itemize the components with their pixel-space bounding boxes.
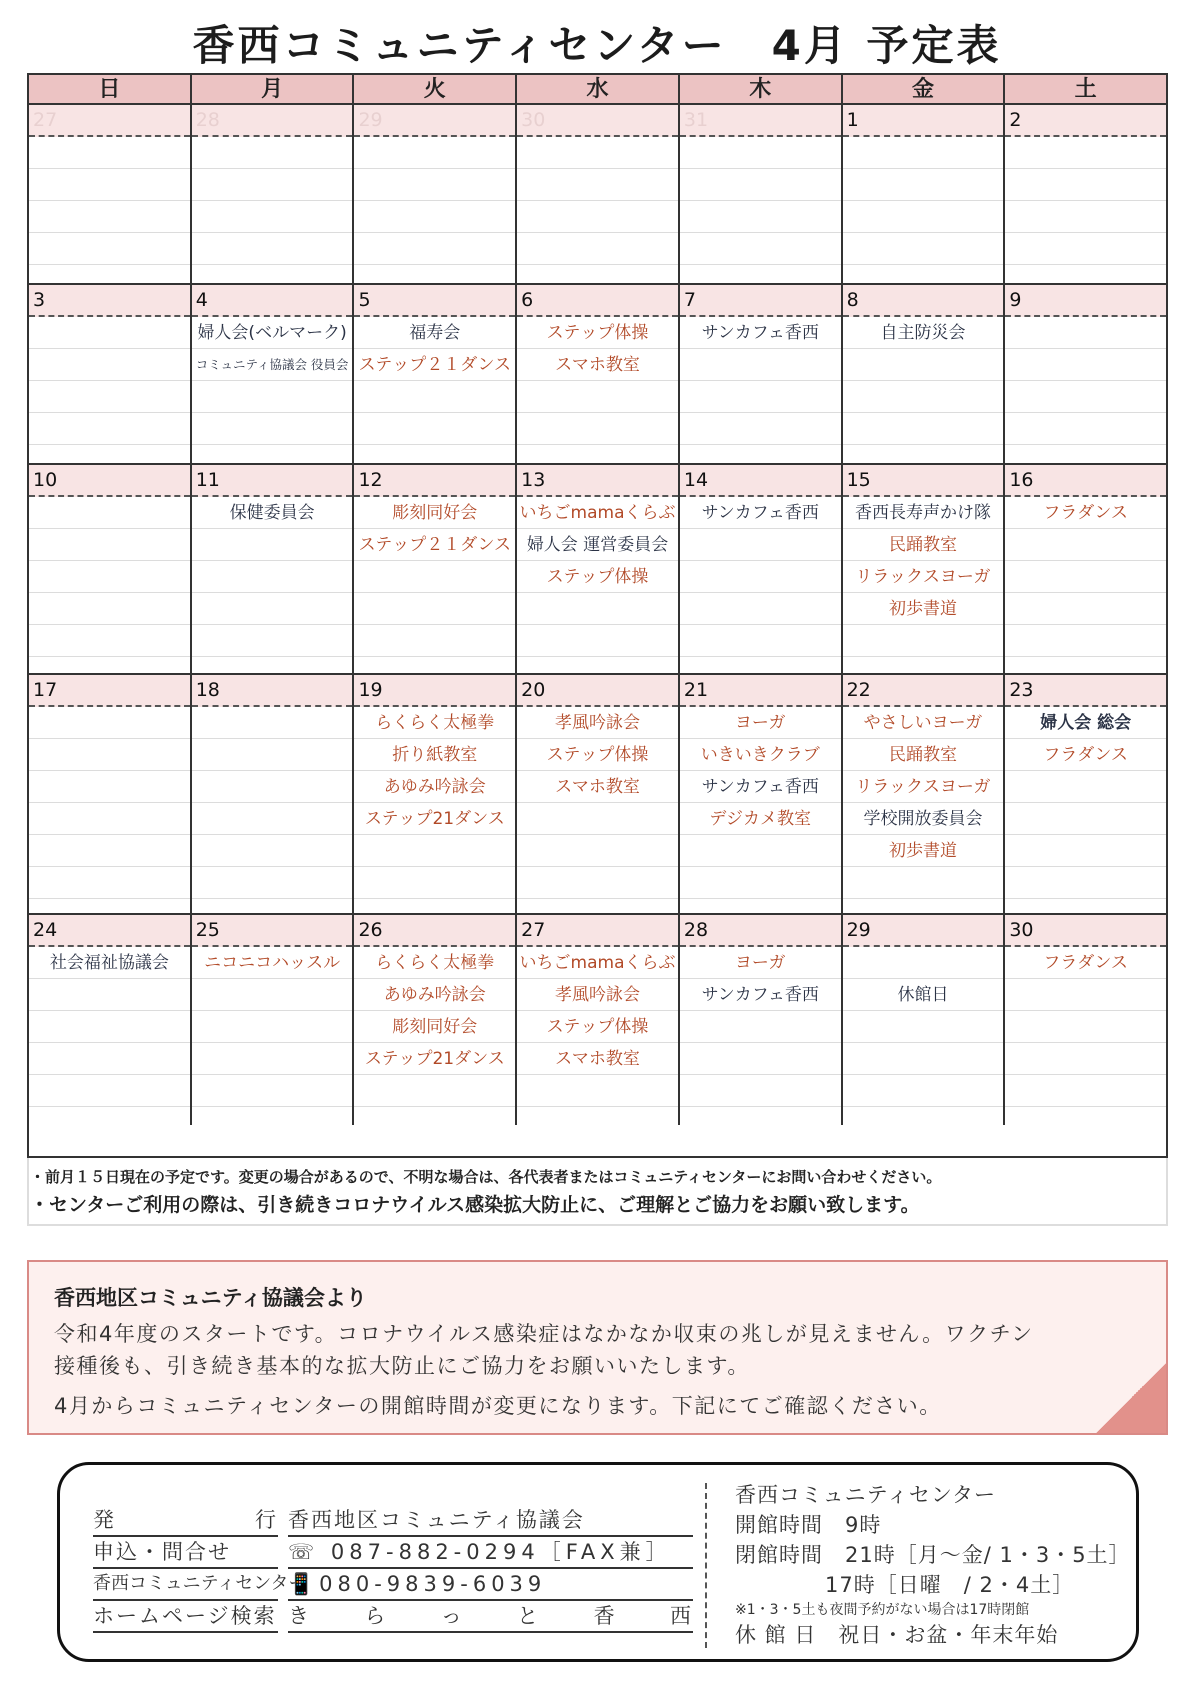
event-item: 婦人会 運営委員会 (526, 535, 669, 555)
day-number: 30 (517, 105, 678, 137)
homepage-char: っ (440, 1604, 464, 1628)
day-events (843, 317, 1004, 349)
event-item: 民踊教室 (888, 745, 957, 765)
day-number: 22 (843, 675, 1004, 707)
event-item: 休館日 (897, 985, 949, 1005)
day-number: 2 (1005, 105, 1166, 137)
calendar-day-mon (192, 285, 355, 463)
weeks-container (29, 105, 1166, 1125)
homepage-row (93, 1601, 693, 1633)
event-item: スマホ教室 (555, 1049, 640, 1069)
day-events (354, 707, 515, 835)
calendar-day-tue (354, 105, 517, 283)
day-number: 1 (843, 105, 1004, 137)
weekday-fri: 金 (843, 75, 1006, 103)
day-number: 29 (843, 915, 1004, 947)
day-number: 4 (192, 285, 353, 317)
center-row (93, 1569, 693, 1601)
event-item: 孝風吟詠会 (555, 713, 641, 733)
calendar-day-wed (517, 285, 680, 463)
day-number: 24 (29, 915, 190, 947)
day-number: 18 (192, 675, 353, 707)
event-item: ヨーガ (734, 953, 786, 973)
contact-phone[interactable]: ☏ 087-882-0294［FAX兼］ (288, 1537, 693, 1569)
day-events (680, 947, 841, 1011)
event-item: 初歩書道 (888, 599, 957, 619)
calendar-day-thu (680, 285, 843, 463)
event-item: らくらく太極拳 (375, 953, 495, 973)
day-number: 27 (517, 915, 678, 947)
event-item: ヨーガ (734, 713, 786, 733)
day-number: 21 (680, 675, 841, 707)
announcement-title: 香西地区コミュニティ協議会より (54, 1286, 367, 1310)
weekday-wed: 水 (517, 75, 680, 103)
day-number: 8 (843, 285, 1004, 317)
day-events (517, 947, 678, 1075)
event-item: 彫刻同好会 (392, 503, 478, 523)
footer-box (57, 1462, 1139, 1662)
calendar-week (29, 465, 1166, 675)
event-item: フラダンス (1043, 953, 1128, 973)
calendar-day-sat (1005, 465, 1166, 673)
calendar-day-fri (843, 675, 1006, 913)
calendar-day-wed (517, 465, 680, 673)
publisher-row (93, 1505, 693, 1537)
calendar-day-tue (354, 675, 517, 913)
event-item: 社会福祉協議会 (49, 953, 169, 973)
announcement-line: 令和4年度のスタートです。コロナウイルス感染症はなかなか収束の兆しが見えません。ワクチン (54, 1322, 1034, 1346)
event-item: 香西長寿声かけ隊 (854, 503, 991, 523)
calendar-day-sun (29, 285, 192, 463)
calendar-day-sun (29, 105, 192, 283)
footer-divider (705, 1483, 707, 1648)
day-events (192, 497, 353, 529)
calendar-day-fri (843, 465, 1006, 673)
day-events (843, 497, 1004, 625)
day-number: 25 (192, 915, 353, 947)
day-number: 29 (354, 105, 515, 137)
announcement-box (27, 1260, 1168, 1435)
calendar-day-sat (1005, 105, 1166, 283)
page-curl-decoration (1096, 1363, 1166, 1433)
calendar-week (29, 285, 1166, 465)
day-events (680, 317, 841, 349)
calendar-day-tue (354, 465, 517, 673)
homepage-char: き (288, 1604, 311, 1628)
day-number: 15 (843, 465, 1004, 497)
event-item: ステップ体操 (546, 745, 649, 765)
day-number: 14 (680, 465, 841, 497)
event-item: リラックスヨーガ (855, 777, 991, 797)
closed-days: 休 館 日 祝日・お盆・年末年始 (735, 1623, 1059, 1647)
day-number: 11 (192, 465, 353, 497)
event-item: 彫刻同好会 (392, 1017, 478, 1037)
event-item: いちごmamaくらぶ (519, 953, 676, 973)
weekday-sun: 日 (29, 75, 192, 103)
day-number: 31 (680, 105, 841, 137)
calendar-day-fri (843, 105, 1006, 283)
event-item: やさしいヨーガ (863, 713, 983, 733)
calendar-day-mon (192, 105, 355, 283)
event-item: 学校開放委員会 (863, 809, 983, 829)
calendar-day-sat (1005, 915, 1166, 1125)
calendar-day-sun (29, 675, 192, 913)
event-item: 自主防災会 (880, 323, 966, 343)
open-time: 開館時間 9時 (735, 1513, 882, 1537)
event-item: コミュニティ協議会 役員会 (195, 357, 349, 372)
day-events (517, 317, 678, 381)
event-item: 折り紙教室 (392, 745, 478, 765)
event-item: あゆみ吟詠会 (383, 985, 486, 1005)
homepage-label: ホームページ検索 (93, 1601, 278, 1633)
publisher-label-a: 発 (93, 1508, 116, 1532)
homepage-char: ら (364, 1604, 388, 1628)
close-note: ※1・3・5土も夜間予約がない場合は17時閉館 (735, 1602, 1030, 1618)
event-item: あゆみ吟詠会 (383, 777, 486, 797)
event-item: フラダンス (1043, 745, 1128, 765)
calendar-day-tue (354, 915, 517, 1125)
calendar-day-thu (680, 105, 843, 283)
event-item: サンカフェ香西 (701, 777, 819, 797)
publisher-value: 香西地区コミュニティ協議会 (288, 1505, 693, 1537)
day-events (680, 707, 841, 835)
event-item: サンカフェ香西 (701, 985, 819, 1005)
contact-row (93, 1537, 693, 1569)
event-item: 民踊教室 (888, 535, 957, 555)
event-item: 福寿会 (409, 323, 461, 343)
day-number: 16 (1005, 465, 1166, 497)
publisher-info (93, 1505, 693, 1633)
event-item: ステップ体操 (546, 1017, 649, 1037)
weekday-tue: 火 (354, 75, 517, 103)
center-mobile[interactable]: 📱080-9839-6039 (288, 1569, 693, 1601)
event-item: ステップ21ダンス (364, 809, 505, 829)
page-title: 香西コミュニティセンター 4月 予定表 (192, 21, 1002, 70)
contact-label: 申込・問合せ (93, 1537, 278, 1569)
day-events (192, 947, 353, 979)
day-events (354, 497, 515, 561)
day-number: 26 (354, 915, 515, 947)
calendar-week (29, 105, 1166, 285)
calendar-day-thu (680, 915, 843, 1125)
event-item: リラックスヨーガ (855, 567, 991, 587)
calendar-day-mon (192, 675, 355, 913)
event-item: ステップ21ダンス (364, 1049, 505, 1069)
center-name: 香西コミュニティセンター (735, 1483, 997, 1507)
day-events (680, 497, 841, 529)
weekday-header-row (29, 75, 1166, 105)
day-events (517, 707, 678, 803)
weekday-thu: 木 (680, 75, 843, 103)
calendar-day-fri (843, 285, 1006, 463)
homepage-char: 西 (669, 1604, 693, 1628)
event-item: ニコニコハッスル (204, 953, 341, 973)
event-item: いちごmamaくらぶ (519, 503, 676, 523)
day-number: 30 (1005, 915, 1166, 947)
event-item: いきいきクラブ (700, 745, 820, 765)
day-events (354, 947, 515, 1075)
event-item: らくらく太極拳 (375, 713, 495, 733)
event-item (843, 947, 1004, 979)
weekday-sat: 土 (1074, 77, 1097, 102)
announcement-line: 4月からコミュニティセンターの開館時間が変更になります。下記にてご確認ください。 (54, 1394, 942, 1418)
calendar-week (29, 915, 1166, 1125)
calendar-day-tue (354, 285, 517, 463)
day-events (29, 947, 190, 979)
calendar-day-mon (192, 915, 355, 1125)
day-number: 20 (517, 675, 678, 707)
day-number: 28 (680, 915, 841, 947)
calendar-day-mon (192, 465, 355, 673)
day-number: 23 (1005, 675, 1166, 707)
homepage-char: 香 (593, 1604, 617, 1628)
calendar (27, 73, 1168, 1158)
day-number: 27 (29, 105, 190, 137)
event-item: サンカフェ香西 (701, 323, 819, 343)
homepage-char: と (517, 1604, 541, 1628)
calendar-day-sat (1005, 675, 1166, 913)
day-number: 12 (354, 465, 515, 497)
calendar-week (29, 675, 1166, 915)
notes (30, 1165, 1170, 1221)
calendar-day-sun (29, 915, 192, 1125)
day-events (354, 317, 515, 381)
day-number: 7 (680, 285, 841, 317)
close-time-weekday: 閉館時間 21時［月～金/ 1・3・5土］ (735, 1543, 1131, 1567)
event-item: ステップ２１ダンス (358, 535, 511, 555)
event-item: スマホ教室 (555, 777, 640, 797)
opening-hours (735, 1480, 1131, 1650)
announcement-text (54, 1318, 1134, 1422)
day-events (843, 947, 1004, 1011)
day-number: 6 (517, 285, 678, 317)
close-time-weekend: 17時［日曜 / 2・4土］ (825, 1573, 1075, 1597)
day-number: 5 (354, 285, 515, 317)
event-item: 婦人会(ベルマーク) (197, 323, 347, 343)
day-number: 9 (1005, 285, 1166, 317)
event-item: スマホ教室 (555, 355, 640, 375)
event-item: ステップ体操 (546, 323, 649, 343)
day-number: 19 (354, 675, 515, 707)
event-item: サンカフェ香西 (701, 503, 819, 523)
event-item: デジカメ教室 (709, 809, 812, 829)
calendar-day-wed (517, 675, 680, 913)
calendar-day-thu (680, 675, 843, 913)
day-number: 3 (29, 285, 190, 317)
calendar-day-thu (680, 465, 843, 673)
day-number: 17 (29, 675, 190, 707)
event-item: フラダンス (1043, 503, 1128, 523)
calendar-day-fri (843, 915, 1006, 1125)
calendar-day-wed (517, 915, 680, 1125)
event-item: 婦人会 総会 (1040, 713, 1132, 733)
weekday-mon: 月 (192, 75, 355, 103)
calendar-day-sat (1005, 285, 1166, 463)
day-events (843, 707, 1004, 867)
calendar-day-sun (29, 465, 192, 673)
event-item: 孝風吟詠会 (555, 985, 641, 1005)
day-number: 13 (517, 465, 678, 497)
day-number: 10 (29, 465, 190, 497)
day-events (1005, 947, 1166, 979)
event-item: 保健委員会 (229, 503, 315, 523)
event-item: ステップ２１ダンス (358, 355, 511, 375)
day-events (192, 317, 353, 381)
announcement-line: 接種後も、引き続き基本的な拡大防止にご協力をお願いいたします。 (54, 1354, 750, 1378)
event-item: ステップ体操 (546, 567, 649, 587)
day-events (1005, 707, 1166, 771)
day-events (1005, 497, 1166, 529)
day-events (517, 497, 678, 593)
note-schedule-disclaimer: ・前月１５日現在の予定です。変更の場合があるので、不明な場合は、各代表者またはコミュニティセンターにお問い合わせください。 (30, 1168, 942, 1186)
publisher-label-b: 行 (255, 1508, 278, 1532)
calendar-day-wed (517, 105, 680, 283)
center-label: 香西コミュニティセンター (93, 1569, 278, 1601)
homepage-search-term[interactable] (288, 1601, 693, 1633)
publisher-label (93, 1505, 278, 1537)
day-number: 28 (192, 105, 353, 137)
event-item: 初歩書道 (888, 841, 957, 861)
note-covid: ・センターご利用の際は、引き続きコロナウイルス感染拡大防止に、ご理解とご協力をお願い致します。 (30, 1194, 920, 1216)
